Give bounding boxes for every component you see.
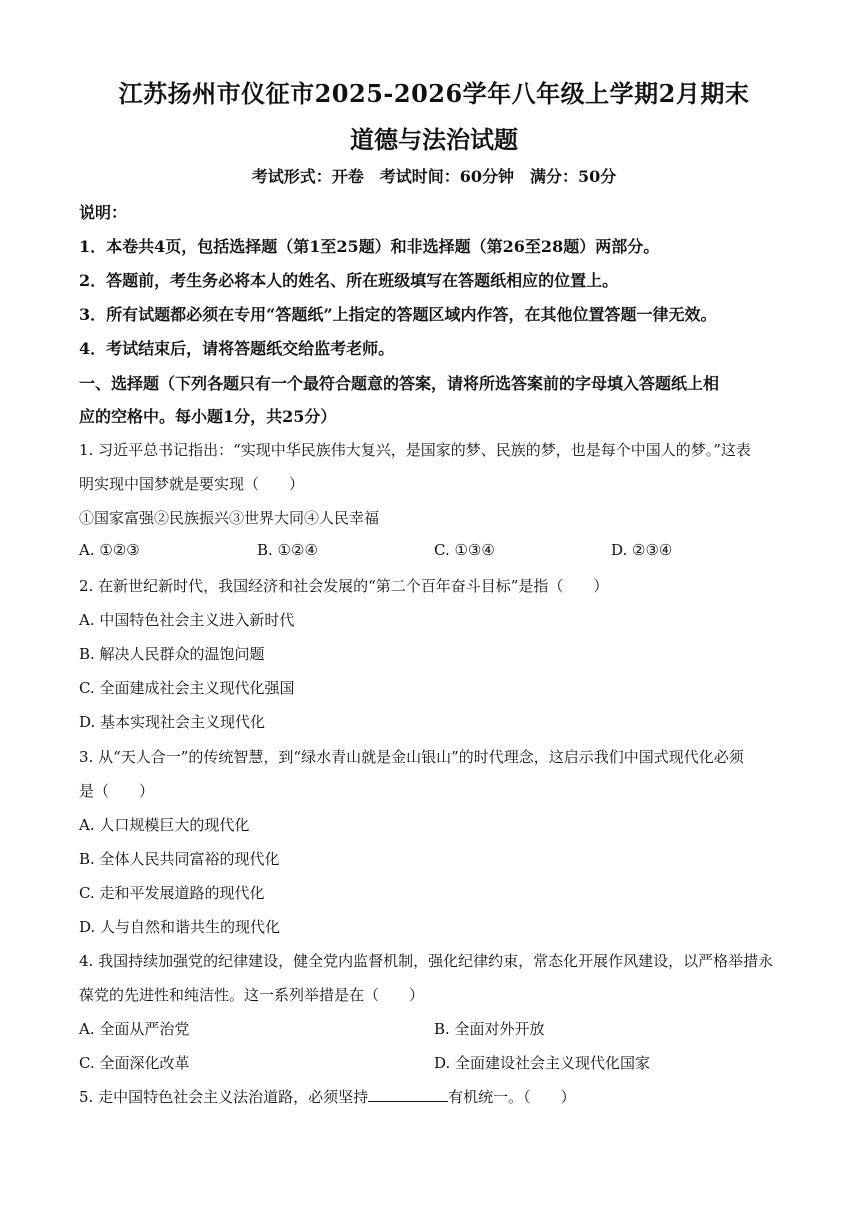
instruction-item: 2．答题前，考生务必将本人的姓名、所在班级填写在答题纸相应的位置上。: [79, 271, 619, 290]
option-b[interactable]: B. ①②④: [257, 541, 318, 559]
option-d[interactable]: D. 基本实现社会主义现代化: [79, 713, 266, 731]
question-3-stem-cont: 是（ ）: [79, 782, 155, 800]
option-a[interactable]: A. ①②③: [79, 541, 140, 559]
question-5-stem-end: 有机统一。（ ）: [448, 1088, 576, 1106]
option-a[interactable]: A. 人口规模巨大的现代化: [79, 816, 250, 834]
exam-subject-title: 道德与法治试题: [350, 125, 518, 154]
question-5-stem-start: 5. 走中国特色社会主义法治道路，必须坚持: [79, 1088, 369, 1106]
option-d[interactable]: D. ②③④: [611, 541, 673, 559]
question-1-stem-cont: 明实现中国梦就是要实现（ ）: [79, 475, 305, 493]
question-4-stem-cont: 葆党的先进性和纯洁性。这一系列举措是在（ ）: [79, 986, 425, 1004]
answer-blank: [368, 1087, 448, 1102]
question-4-stem: 4. 我国持续加强党的纪律建设，健全党内监督机制，强化纪律约束，常态化开展作风建设，以严格举措永: [79, 952, 774, 970]
option-c[interactable]: C. 全面建成社会主义现代化强国: [79, 679, 295, 697]
question-1-stem: 1. 习近平总书记指出：“实现中华民族伟大复兴，是国家的梦、民族的梦，也是每个中国人的梦。”这表: [79, 441, 751, 459]
exam-title: 江苏扬州市仪征市2025-2026学年八年级上学期2月期末: [118, 79, 750, 108]
option-c[interactable]: C. 走和平发展道路的现代化: [79, 884, 265, 902]
instruction-item: 1．本卷共4页，包括选择题（第1至25题）和非选择题（第26至28题）两部分。: [79, 237, 660, 256]
instructions-heading: 说明：: [79, 203, 128, 222]
option-a[interactable]: A. 中国特色社会主义进入新时代: [79, 611, 295, 629]
option-b[interactable]: B. 全面对外开放: [434, 1020, 545, 1038]
question-1-items: ①国家富强②民族振兴③世界大同④人民幸福: [79, 509, 380, 527]
instruction-item: 3．所有试题都必须在专用“答题纸”上指定的答题区域内作答，在其他位置答题一律无效。: [79, 305, 717, 324]
option-c[interactable]: C. ①③④: [434, 541, 495, 559]
option-d[interactable]: D. 人与自然和谐共生的现代化: [79, 918, 281, 936]
option-b[interactable]: B. 解决人民群众的温饱问题: [79, 645, 265, 663]
option-c[interactable]: C. 全面深化改革: [79, 1054, 190, 1072]
question-5-stem: [79, 1086, 576, 1107]
section-heading: 一、选择题（下列各题只有一个最符合题意的答案，请将所选答案前的字母填入答题纸上相: [79, 374, 720, 393]
section-heading-cont: 应的空格中。每小题1分，共25分）: [79, 407, 337, 426]
question-3-stem: 3. 从“天人合一”的传统智慧，到“绿水青山就是金山银山”的时代理念，这启示我们中国式现代化必须: [79, 748, 744, 766]
option-a[interactable]: A. 全面从严治党: [79, 1020, 190, 1038]
question-2-stem: 2. 在新世纪新时代，我国经济和社会发展的“第二个百年奋斗目标”是指（ ）: [79, 577, 609, 595]
instruction-item: 4．考试结束后，请将答题纸交给监考老师。: [79, 339, 395, 358]
option-b[interactable]: B. 全体人民共同富裕的现代化: [79, 850, 280, 868]
option-d[interactable]: D. 全面建设社会主义现代化国家: [434, 1054, 651, 1072]
exam-meta: 考试形式：开卷 考试时间：60分钟 满分：50分: [251, 167, 617, 186]
